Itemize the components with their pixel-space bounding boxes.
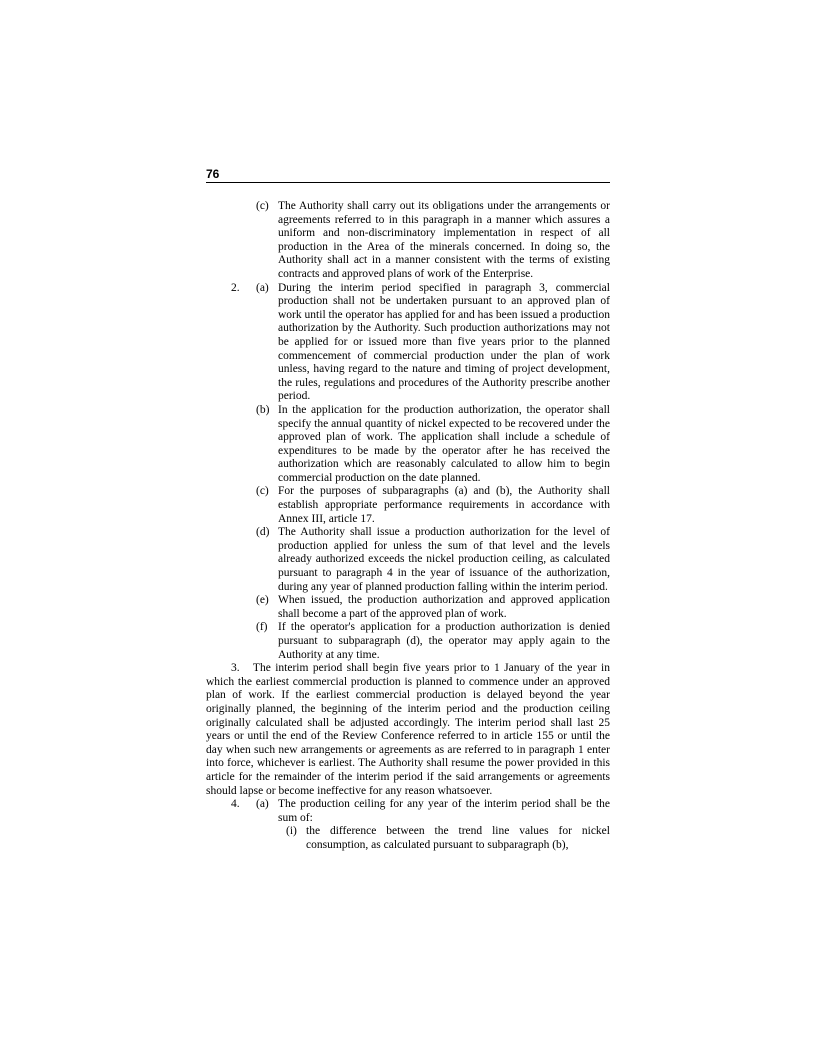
clause-4a-i — [206, 825, 610, 852]
clause-text: the difference between the trend line values for nickel consumption, as calculated pursuant to subparagraph (b), — [306, 825, 610, 851]
paragraph-3 — [206, 662, 610, 798]
paragraph-number: 3. — [231, 662, 240, 675]
subparagraph-label: (d) — [256, 526, 270, 539]
subparagraph-4a — [206, 798, 610, 825]
subparagraph-2f — [206, 621, 610, 662]
subparagraph-label: (e) — [256, 594, 269, 607]
subparagraph-text: When issued, the production authorization and approved application shall become a part of the approved plan of work. — [278, 594, 610, 620]
subparagraph-1c — [206, 200, 610, 282]
page-number: 76 — [206, 167, 220, 181]
paragraph-text: The interim period shall begin five years prior to 1 January of the year in which the earliest commercial production is planned to commence under an approved plan of work. If the earliest commercial production is delayed beyond the year originally planned, the beginning of the interim period and the production ceiling originally calculated shall be adjusted accordingly. The interim period shall last 25 years or until the end of the Review Conference referred to in article 155 or until the day when such new arrangements or agreements as are referred to in paragraph 1 enter into force, whichever is earliest. The Authority shall resume the power provided in this article for the remainder of the interim period if the said arrangements or agreements should lapse or become ineffective for any reason whatsoever. — [206, 662, 611, 797]
subparagraph-label: (a) — [256, 798, 269, 811]
clause-label: (i) — [286, 825, 297, 838]
subparagraph-text: For the purposes of subparagraphs (a) and (b), the Authority shall establish appropriate performance requirements in accordance with Annex III, article 17. — [278, 485, 610, 525]
paragraph-number: 4. — [231, 798, 240, 811]
subparagraph-text: The Authority shall issue a production authorization for the level of production applied for unless the sum of that level and the levels already authorized exceeds the nickel production ceiling, as calculated pursuant to paragraph 4 in the year of issuance of the authorization, during any year of planned production falling within the interim period. — [278, 526, 610, 593]
subparagraph-text: If the operator's application for a production authorization is denied pursuant to subparagraph (d), the operator may apply again to the Authority at any time. — [278, 621, 610, 661]
subparagraph-label: (a) — [256, 281, 269, 294]
subparagraph-text: In the application for the production authorization, the operator shall specify the annual quantity of nickel expected to be recovered under the approved plan of work. The application shall include a schedule of expenditures to be made by the operator after he has received the authorization which are reasonably calculated to allow him to begin commercial production on the date planned. — [278, 403, 610, 484]
header-rule — [206, 182, 610, 183]
subparagraph-label: (f) — [256, 621, 268, 634]
paragraph-number: 2. — [231, 281, 240, 294]
subparagraph-2d — [206, 526, 610, 594]
subparagraph-label: (b) — [256, 403, 270, 416]
subparagraph-label: (c) — [256, 485, 269, 498]
subparagraph-text: During the interim period specified in paragraph 3, commercial production shall not be undertaken pursuant to an approved plan of work until the operator has applied for and has been issued a production authorization by the Authority. Such production authorizations may not be applied for or issued more than five years prior to the planned commencement of commercial production under the plan of work unless, having regard to the nature and timing of project development, the rules, regulations and procedures of the Authority prescribe another period. — [278, 281, 610, 403]
subparagraph-2a — [206, 282, 610, 404]
subparagraph-text: The Authority shall carry out its obligations under the arrangements or agreements referred to in this paragraph in a manner which assures a uniform and non-discriminatory implementation in respect of all production in the Area of the minerals concerned. In doing so, the Authority shall act in a manner consistent with the terms of existing contracts and approved plans of work of the Enterprise. — [278, 200, 610, 280]
subparagraph-2c — [206, 485, 610, 526]
subparagraph-text: The production ceiling for any year of the interim period shall be the sum of: — [278, 798, 610, 824]
subparagraph-2e — [206, 594, 610, 621]
subparagraph-2b — [206, 404, 610, 486]
subparagraph-label: (c) — [256, 200, 269, 212]
document-body — [206, 200, 610, 853]
